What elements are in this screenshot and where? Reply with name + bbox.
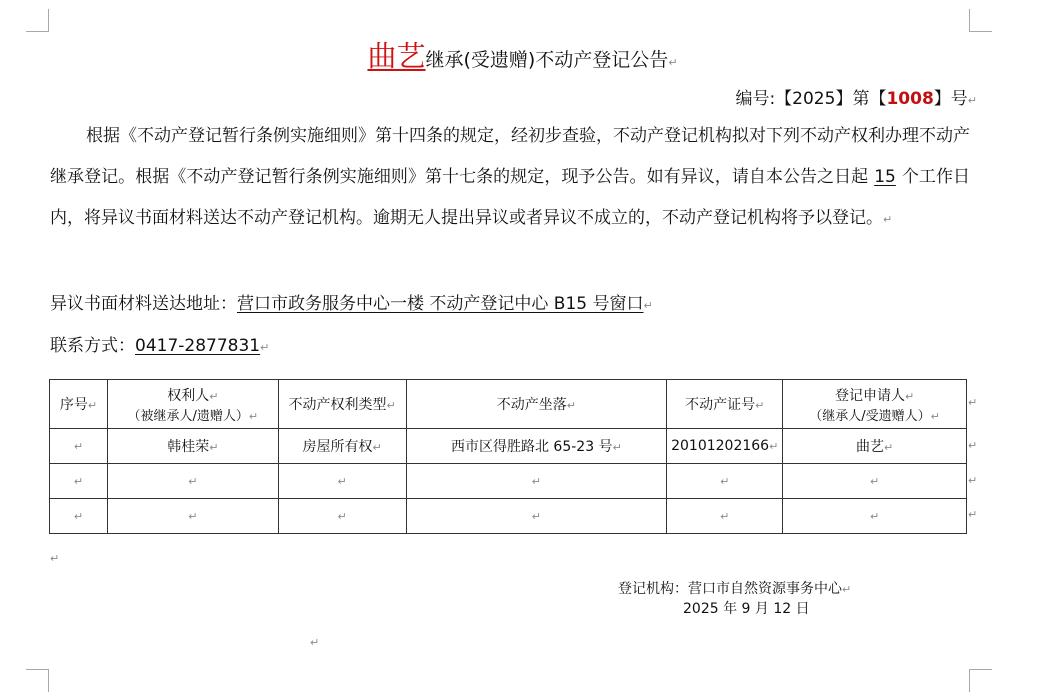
header-right-type: 不动产权利类型↵	[278, 380, 406, 429]
cell-applicant[interactable]: ↵	[783, 499, 967, 534]
paragraph-mark: ↵	[967, 94, 977, 107]
contact-value[interactable]: 0417-2877831	[135, 336, 261, 356]
row-end-mark: ↵	[968, 474, 978, 487]
address-label: 异议书面材料送达地址：	[50, 294, 237, 314]
heir-name[interactable]: 曲艺	[367, 39, 426, 73]
paragraph-mark: ↵	[643, 299, 653, 312]
cell-holder[interactable]: ↵	[107, 464, 278, 499]
docno-suffix: 】号	[933, 89, 968, 109]
cell-right-type[interactable]: 房屋所有权↵	[278, 429, 406, 464]
title-text: 继承(受遗赠)不动产登记公告	[425, 49, 669, 71]
docno-prefix: 编号:【2025】第【	[735, 89, 887, 109]
registration-authority: 登记机构：营口市自然资源事务中心↵	[618, 581, 852, 597]
cell-cert-no[interactable]: ↵	[667, 499, 783, 534]
crop-mark-top-right	[969, 9, 992, 32]
cell-location[interactable]: 西市区得胜路北 65-23 号↵	[406, 429, 667, 464]
header-cert-no: 不动产证号↵	[667, 380, 783, 429]
notice-title	[0, 34, 1045, 75]
paragraph-mark: ↵	[50, 552, 60, 565]
row-end-mark: ↵	[968, 439, 978, 452]
paragraph-mark: ↵	[260, 341, 270, 354]
notice-body-paragraph	[50, 116, 970, 240]
row-end-mark: ↵	[968, 396, 978, 409]
cell-location[interactable]: ↵	[406, 464, 667, 499]
objection-days-field[interactable]: 15	[874, 167, 896, 187]
address-value[interactable]: 营口市政务服务中心一楼 不动产登记中心 B15 号窗口	[237, 294, 644, 314]
cell-applicant[interactable]: ↵	[783, 464, 967, 499]
body-text-part2: 个工作日内，将异议书面材料送达不动产登记机构。逾期无人提出异议或者异议不成立的，不动产登记机构将予以登记。	[50, 167, 971, 228]
cell-holder[interactable]: ↵	[107, 499, 278, 534]
header-holder: 权利人↵ （被继承人/遗赠人）↵	[107, 380, 278, 429]
cell-right-type[interactable]: ↵	[278, 499, 406, 534]
cell-seq[interactable]: ↵	[50, 499, 108, 534]
notice-date: 2025 年 9 月 12 日	[683, 601, 810, 617]
cell-cert-no[interactable]: 20101202166↵	[667, 429, 783, 464]
crop-mark-bottom-right	[969, 669, 992, 692]
crop-mark-bottom-left	[26, 669, 49, 692]
paragraph-mark: ↵	[883, 213, 893, 226]
header-seq: 序号↵	[50, 380, 108, 429]
cell-seq[interactable]: ↵	[50, 464, 108, 499]
paragraph-mark: ↵	[310, 636, 320, 649]
cell-seq[interactable]: ↵	[50, 429, 108, 464]
cell-holder[interactable]: 韩桂荣↵	[107, 429, 278, 464]
document-number	[735, 84, 977, 109]
contact-line	[50, 331, 269, 356]
table-row	[50, 499, 967, 534]
contact-label: 联系方式：	[50, 336, 135, 356]
paragraph-mark: ↵	[668, 56, 678, 69]
table-row	[50, 429, 967, 464]
cell-location[interactable]: ↵	[406, 499, 667, 534]
cell-right-type[interactable]: ↵	[278, 464, 406, 499]
crop-mark-top-left	[26, 9, 49, 32]
header-location: 不动产坐落↵	[406, 380, 667, 429]
header-applicant: 登记申请人↵ （继承人/受遗赠人）↵	[783, 380, 967, 429]
table-row	[50, 464, 967, 499]
table-header-row	[50, 380, 967, 429]
row-end-mark: ↵	[968, 508, 978, 521]
cell-applicant[interactable]: 曲艺↵	[783, 429, 967, 464]
cell-cert-no[interactable]: ↵	[667, 464, 783, 499]
address-line	[50, 289, 653, 314]
body-text-part1: 根据《不动产登记暂行条例实施细则》第十四条的规定，经初步查验，不动产登记机构拟对下列不动产权利办理不动产继承登记。根据《不动产登记暂行条例实施细则》第十七条的规定，现予公告。如有异议，请自本公告之日起	[50, 126, 970, 187]
docno-number[interactable]: 1008	[886, 89, 934, 109]
property-table	[49, 379, 967, 534]
